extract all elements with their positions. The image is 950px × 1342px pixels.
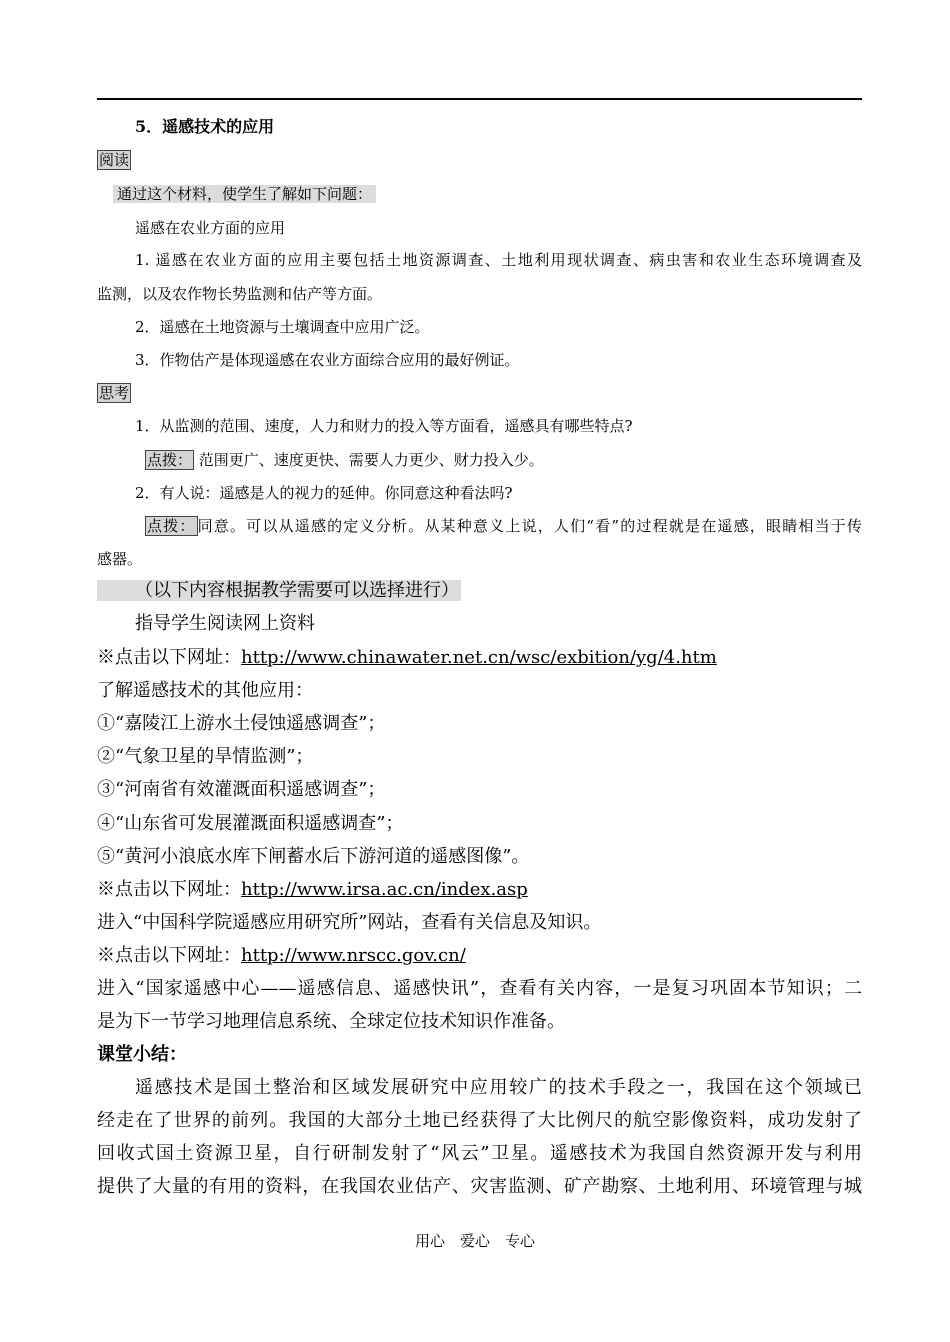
point-1: 1. 遥感在农业方面的应用主要包括土地资源调查、土地利用现状调查、病虫害和农业生态环境调查及: [135, 251, 862, 269]
url-line-3: [97, 944, 862, 968]
answer-2-text: 同意。可以从遥感的定义分析。从某种意义上说，人们“看”的过程就是在遥感，眼睛相当于传: [197, 517, 862, 535]
header-rule: [97, 98, 862, 100]
url-line-1: [97, 646, 862, 670]
optional-note: （以下内容根据教学需要可以选择进行）: [97, 580, 461, 601]
read-tag-line: [97, 150, 862, 170]
list-item-2: ②“气象卫星的旱情监测”；: [97, 746, 314, 767]
hint-tag-2: 点拨：: [147, 517, 196, 535]
guide-text: 指导学生阅读网上资料: [135, 613, 315, 634]
point-3: 3．作物估产是体现遥感在农业方面综合应用的最好例证。: [135, 351, 520, 369]
click-prefix-3: ※点击以下网址：: [97, 945, 241, 966]
answer-1: 范围更广、速度更快、需要人力更少、财力投入少。: [198, 451, 544, 469]
summary-title: 课堂小结：: [97, 1044, 187, 1065]
hint-tag-1: 点拨：: [147, 451, 193, 469]
enter-text-2-cont: 是为下一节学习地理信息系统、全球定位技术知识作准备。: [97, 1011, 565, 1032]
url-line-2: [97, 878, 862, 902]
url-link-1[interactable]: http://www.chinawater.net.cn/wsc/exbition/yg/4.htm: [241, 647, 717, 668]
url-link-2[interactable]: http://www.irsa.ac.cn/index.asp: [241, 879, 528, 900]
url-link-3[interactable]: http://www.nrscc.gov.cn/: [241, 945, 466, 966]
answer-2-cont: 感器。: [97, 550, 143, 568]
read-tag: 阅读: [99, 151, 130, 169]
list-item-5: ⑤“黄河小浪底水库下闸蓄水后下游河道的遥感图像”。: [97, 846, 530, 867]
intro-line: [97, 184, 878, 204]
question-2: 2．有人说：遥感是人的视力的延伸。你同意这种看法吗?: [135, 484, 513, 502]
question-1: 1．从监测的范围、速度，人力和财力的投入等方面看，遥感具有哪些特点?: [135, 417, 633, 435]
subheading: 遥感在农业方面的应用: [135, 219, 286, 237]
summary-line-3: 回收式国土资源卫星，自行研制发射了“风云”卫星。遥感技术为我国自然资源开发与利用: [97, 1143, 862, 1164]
list-item-4: ④“山东省可发展灌溉面积遥感调查”；: [97, 813, 404, 834]
think-tag-line: [97, 383, 862, 403]
click-prefix-1: ※点击以下网址：: [97, 647, 241, 668]
section-heading: 5．遥感技术的应用: [135, 117, 275, 136]
enter-text-2: 进入“国家遥感中心——遥感信息、遥感快讯”，查看有关内容，一是复习巩固本节知识；二: [97, 978, 862, 999]
think-tag: 思考: [99, 384, 130, 402]
optional-note-line: [97, 579, 862, 603]
summary-line-4: 提供了大量的有用的资料，在我国农业估产、灾害监测、矿产勘察、土地利用、环境管理与城: [97, 1176, 862, 1197]
learn-other: 了解遥感技术的其他应用：: [97, 680, 313, 701]
answer-1-line: [97, 450, 910, 470]
summary-line-1: 遥感技术是国土整治和区域发展研究中应用较广的技术手段之一，我国在这个领域已: [135, 1077, 862, 1098]
page-footer: 用心 爱心 专心: [414, 1232, 535, 1250]
answer-2-line: [97, 516, 862, 536]
enter-text-1: 进入“中国科学院遥感应用研究所”网站，查看有关信息及知识。: [97, 912, 602, 933]
intro-text: 通过这个材料，使学生了解如下问题：: [113, 185, 376, 203]
list-item-1: ①“嘉陵江上游水土侵蚀遥感调查”；: [97, 713, 386, 734]
list-item-3: ③“河南省有效灌溉面积遥感调查”；: [97, 779, 386, 800]
summary-line-2: 经走在了世界的前列。我国的大部分土地已经获得了大比例尺的航空影像资料，成功发射了: [97, 1110, 862, 1131]
point-2: 2．遥感在土地资源与土壤调查中应用广泛。: [135, 318, 430, 336]
click-prefix-2: ※点击以下网址：: [97, 879, 241, 900]
point-1-cont: 监测，以及农作物长势监测和估产等方面。: [97, 285, 383, 303]
